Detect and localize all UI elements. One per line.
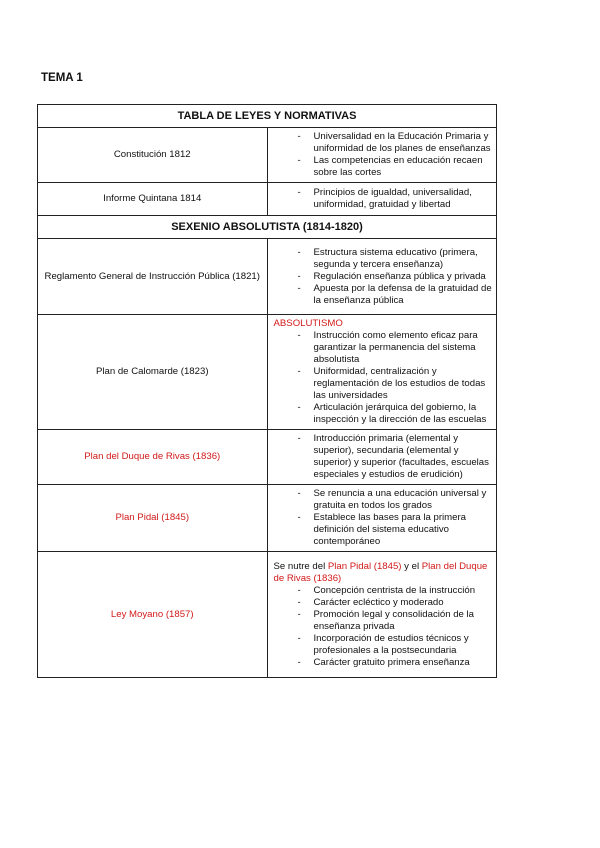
law-details <box>267 430 497 485</box>
table-title: TABLA DE LEYES Y NORMATIVAS <box>38 105 497 128</box>
law-name: Ley Moyano (1857) <box>38 552 268 678</box>
list-item: - Uniformidad, centralización y reglamentación de los estudios de todas las universidades <box>274 366 493 402</box>
list-item: - Incorporación de estudios técnicos y profesionales a la postsecundaria <box>274 633 493 657</box>
section-title: SEXENIO ABSOLUTISTA (1814-1820) <box>38 216 497 239</box>
page-heading: TEMA 1 <box>41 72 83 84</box>
list-item: - Introducción primaria (elemental y superior), secundaria (elemental y superior) y superior (facultades, escuelas especiales y estudios de erudición) <box>274 433 493 481</box>
table-row <box>38 315 497 430</box>
list-item: - Universalidad en la Educación Primaria y uniformidad de los planes de enseñanzas <box>274 131 493 155</box>
table-row <box>38 183 497 216</box>
table-row <box>38 552 497 678</box>
list-item: - Regulación enseñanza pública y privada <box>274 271 493 283</box>
list-item: - Las competencias en educación recaen sobre las cortes <box>274 155 493 179</box>
law-details <box>267 183 497 216</box>
list-item: - Establece las bases para la primera definición del sistema educativo contemporáneo <box>274 512 493 548</box>
section-title-row <box>38 216 497 239</box>
ref-plan-pidal: Plan Pidal (1845) <box>327 560 402 572</box>
law-name: Plan del Duque de Rivas (1836) <box>38 430 268 485</box>
list-item: - Carácter ecléctico y moderado <box>274 597 493 609</box>
law-name: Plan Pidal (1845) <box>38 485 268 552</box>
law-name: Plan de Calomarde (1823) <box>38 315 268 430</box>
table-row <box>38 485 497 552</box>
law-name: Informe Quintana 1814 <box>38 183 268 216</box>
era-label: ABSOLUTISMO <box>273 318 343 329</box>
law-details <box>267 315 497 430</box>
table-row <box>38 239 497 315</box>
influences-note: Se nutre del Plan Pidal (1845) y el Plan del Duque de Rivas (1836) <box>273 560 488 584</box>
law-details <box>267 239 497 315</box>
ref-plan-duque-rivas: Plan del Duque de Rivas (1836) <box>273 560 488 584</box>
law-details <box>267 128 497 183</box>
list-item: - Carácter gratuito primera enseñanza <box>274 657 493 669</box>
table-row <box>38 430 497 485</box>
law-details <box>267 485 497 552</box>
law-name: Constitución 1812 <box>38 128 268 183</box>
list-item: - Instrucción como elemento eficaz para garantizar la permanencia del sistema absolutista <box>274 330 493 366</box>
list-item: - Estructura sistema educativo (primera, segunda y tercera enseñanza) <box>274 247 493 271</box>
law-details <box>267 552 497 678</box>
table-row <box>38 128 497 183</box>
list-item: - Concepción centrista de la instrucción <box>274 585 493 597</box>
list-item: - Apuesta por la defensa de la gratuidad de la enseñanza pública <box>274 283 493 307</box>
list-item: - Principios de igualdad, universalidad, uniformidad, gratuidad y libertad <box>274 187 493 211</box>
table-title-row <box>38 105 497 128</box>
list-item: - Se renuncia a una educación universal y gratuita en todos los grados <box>274 488 493 512</box>
law-name: Reglamento General de Instrucción Pública (1821) <box>38 239 268 315</box>
list-item: - Articulación jerárquica del gobierno, la inspección y la dirección de las escuelas <box>274 402 493 426</box>
list-item: - Promoción legal y consolidación de la enseñanza privada <box>274 609 493 633</box>
laws-table <box>37 104 497 678</box>
